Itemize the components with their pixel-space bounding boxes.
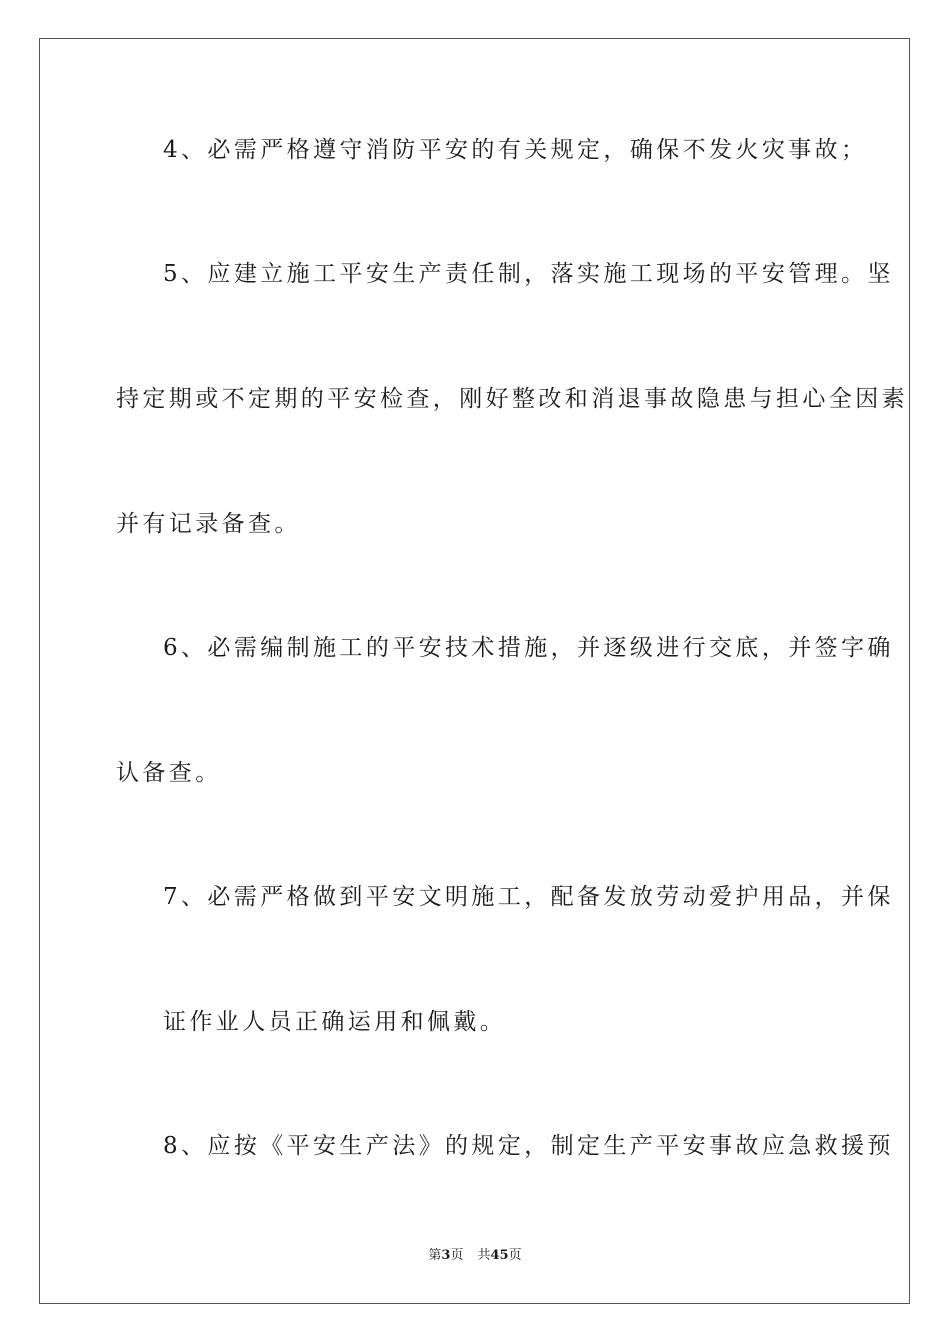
page-suffix: 页 bbox=[450, 1248, 464, 1263]
page-border bbox=[39, 38, 910, 1304]
paragraph-8-line-1: 8、应按《平安生产法》的规定，制定生产平安事故应急救援预 bbox=[163, 1133, 894, 1159]
total-suffix: 页 bbox=[508, 1248, 522, 1263]
paragraph-7-line-2: 证作业人员正确运用和佩戴。 bbox=[163, 1009, 507, 1035]
paragraph-6-line-2: 认备查。 bbox=[116, 760, 222, 786]
paragraph-4-line-1: 4、必需严格遵守消防平安的有关规定，确保不发火灾事故； bbox=[163, 137, 868, 163]
page-prefix: 第 bbox=[428, 1248, 442, 1263]
paragraph-7-line-1: 7、必需严格做到平安文明施工，配备发放劳动爱护用品，并保 bbox=[163, 884, 894, 910]
paragraph-5-line-2: 持定期或不定期的平安检查，刚好整改和消退事故隐患与担心全因素 bbox=[116, 386, 908, 412]
paragraph-6-line-1: 6、必需编制施工的平安技术措施，并逐级进行交底，并签字确 bbox=[163, 635, 894, 661]
total-prefix: 共 bbox=[477, 1248, 491, 1263]
page-footer bbox=[0, 1249, 950, 1262]
paragraph-5-line-3: 并有记录备查。 bbox=[116, 511, 301, 537]
paragraph-5-line-1: 5、应建立施工平安生产责任制，落实施工现场的平安管理。坚 bbox=[163, 261, 894, 287]
total-pages: 45 bbox=[490, 1248, 509, 1263]
page-number: 3 bbox=[441, 1248, 451, 1263]
